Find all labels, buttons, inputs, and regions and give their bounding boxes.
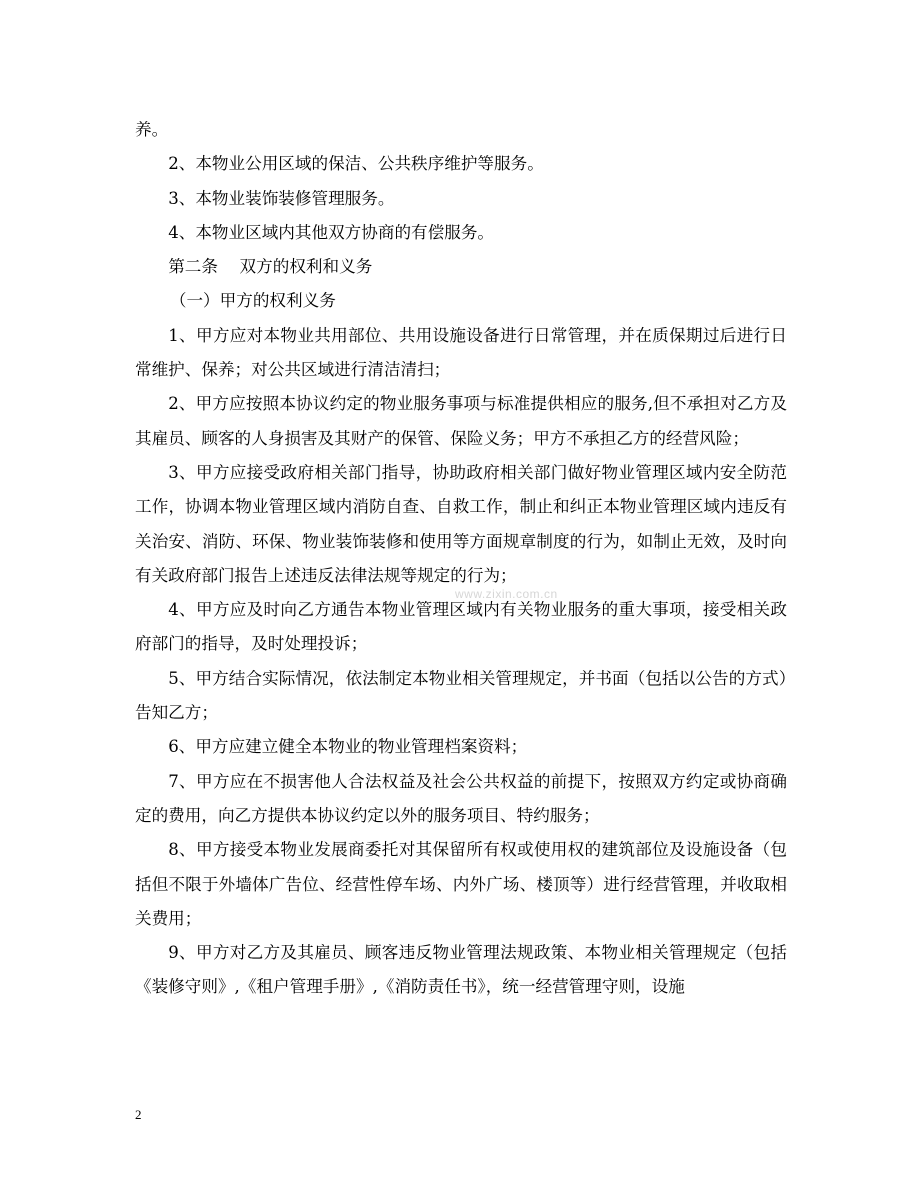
obligation-item-3: 3、甲方应接受政府相关部门指导，协助政府相关部门做好物业管理区域内安全防范工作，协调本物业管理区域内消防自查、自救工作，制止和纠正本物业管理区域内违反有关治安、消防、环保、物业装饰装修和使用等方面规章制度的行为，如制止无效，及时向有关政府部门报告上述违反法律法规等规定的行为； [135,462,787,585]
article-title: 双方的权利和义务 [239,257,373,277]
obligation-item-4: 4、甲方应及时向乙方通告本物业管理区域内有关物业服务的重大事项，接受相关政府部门的指导，及时处理投诉； [135,600,787,654]
section-heading: （一）甲方的权利义务 [169,291,336,311]
paragraph-continuation: 养。 [135,120,169,139]
obligation-item-2: 2、甲方应按照本协议约定的物业服务事项与标准提供相应的服务,但不承担对乙方及其雇员、顾客的人身损害及其财产的保管、保险义务；甲方不承担乙方的经营风险； [135,394,787,448]
watermark: www.zixin.com.cn [455,587,558,601]
article-label: 第二条 [168,257,218,277]
obligation-item-7: 7、甲方应在不损害他人合法权益及社会公共权益的前提下，按照双方约定或协商确定的费用，向乙方提供本协议约定以外的服务项目、特约服务； [135,771,787,825]
obligation-item-9: 9、甲方对乙方及其雇员、顾客违反物业管理法规政策、本物业相关管理规定（包括《装修守则》,《租户管理手册》,《消防责任书》，统一经营管理守则，设施 [135,943,787,997]
obligation-item-8: 8、甲方接受本物业发展商委托对其保留所有权或使用权的建筑部位及设施设备（包括但不限于外墙体广告位、经营性停车场、内外广场、楼顶等）进行经营管理，并收取相关费用； [135,840,787,928]
paragraph-service-3: 3、本物业装饰装修管理服务。 [168,188,395,208]
paragraph-service-4: 4、本物业区域内其他双方协商的有偿服务。 [168,222,495,242]
obligation-item-6: 6、甲方应建立健全本物业的物业管理档案资料； [168,737,528,757]
article-heading [135,250,787,284]
document-body [135,113,787,1005]
page-number: 2 [135,1107,142,1122]
paragraph-service-2: 2、本物业公用区域的保洁、公共秩序维护等服务。 [168,154,544,174]
obligation-item-5: 5、甲方结合实际情况，依法制定本物业相关管理规定，并书面（包括以公告的方式）告知乙方； [135,668,787,723]
obligation-item-1: 1、甲方应对本物业共用部位、共用设施设备进行日常管理，并在质保期过后进行日常维护、保养；对公共区域进行清洁清扫； [135,325,787,380]
